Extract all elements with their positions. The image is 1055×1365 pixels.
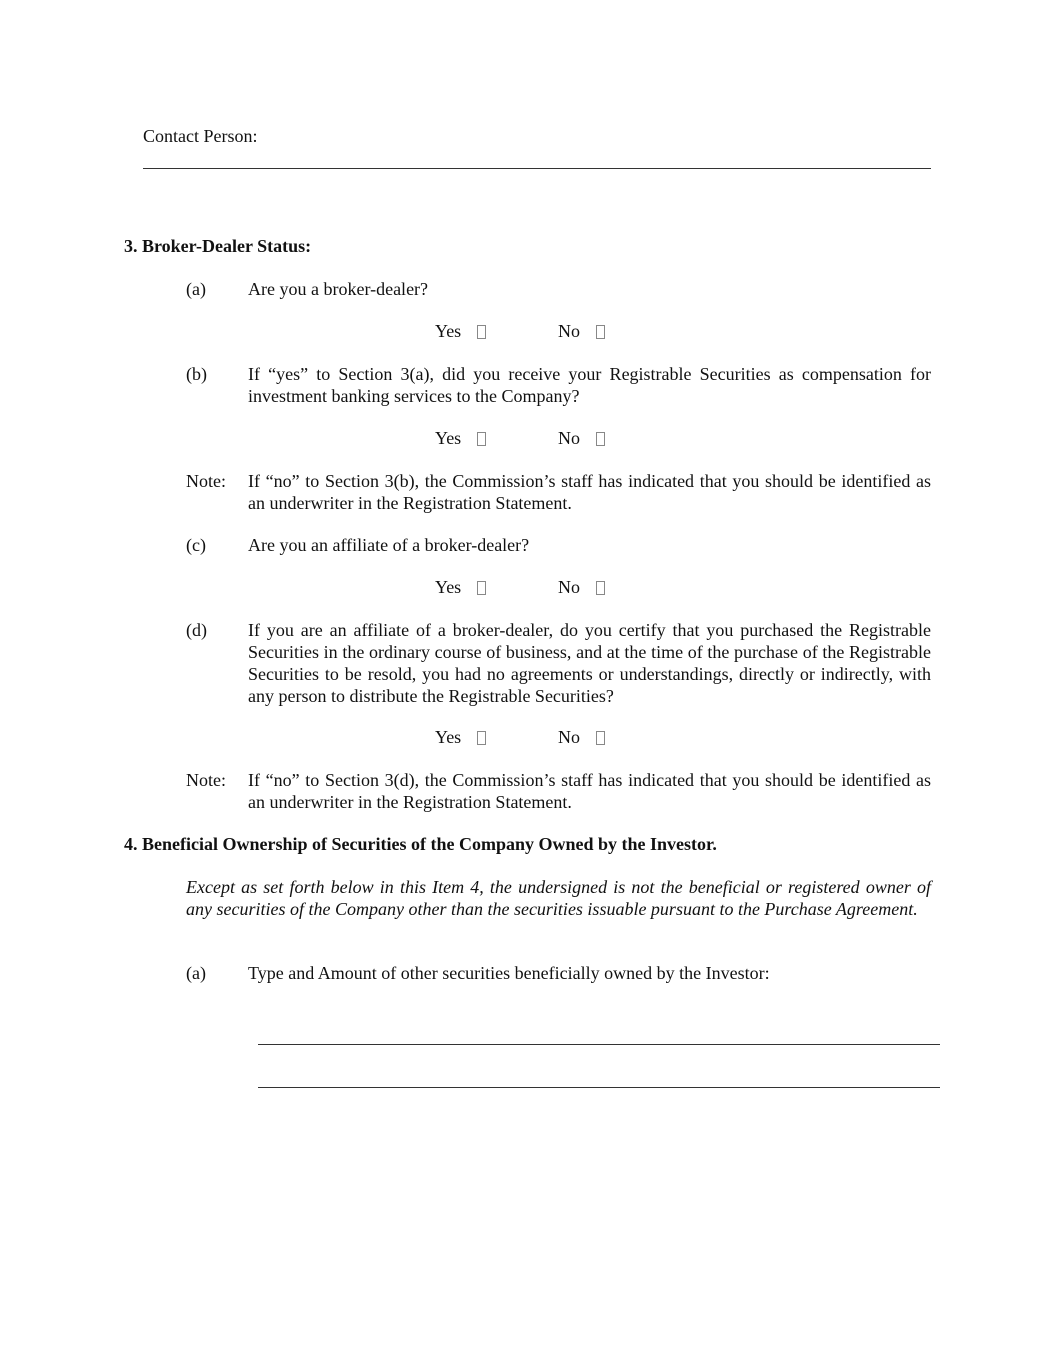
item-3c-text: Are you an affiliate of a broker-dealer? <box>248 535 530 555</box>
note-2-label: Note: <box>186 770 226 790</box>
note-2-text: If “no” to Section 3(d), the Commission’s staff has indicated that you should be identified as an underwriter in the Registration Statement. <box>248 770 931 812</box>
item-3a-label: (a) <box>186 279 206 299</box>
q3a-no-option[interactable] <box>558 320 605 342</box>
q3a-no-checkbox[interactable] <box>596 325 605 339</box>
securities-answer-line-1[interactable] <box>258 1044 940 1045</box>
securities-answer-line-2[interactable] <box>258 1087 940 1088</box>
yes-label: Yes <box>435 727 462 747</box>
item-3b-text: If “yes” to Section 3(a), did you receive your Registrable Securities as compensation for investment banking services to the Company? <box>248 364 931 406</box>
q3d-no-option[interactable] <box>558 726 605 748</box>
q3d-yes-checkbox[interactable] <box>477 731 486 745</box>
item-3b-label: (b) <box>186 364 207 384</box>
q3b-yes-option[interactable] <box>435 427 486 449</box>
no-label: No <box>558 428 580 448</box>
item-3d-label: (d) <box>186 620 207 640</box>
no-label: No <box>558 727 580 747</box>
q3c-yes-checkbox[interactable] <box>477 581 486 595</box>
q3d-yes-option[interactable] <box>435 726 486 748</box>
q3b-yes-checkbox[interactable] <box>477 432 486 446</box>
item-4a-label: (a) <box>186 963 206 983</box>
q3b-no-option[interactable] <box>558 427 605 449</box>
q3b-no-checkbox[interactable] <box>596 432 605 446</box>
q3d-no-checkbox[interactable] <box>596 731 605 745</box>
q3c-yes-option[interactable] <box>435 576 486 598</box>
yes-label: Yes <box>435 321 462 341</box>
item-3d-text: If you are an affiliate of a broker-dealer, do you certify that you purchased the Registrable Securities in the ordinary course of business, and at the time of the purchase of the Registrable Securities to be resold, you had no agreements or understandings, directly or indirectly, with any person to distribute the Registrable Securities? <box>248 620 931 706</box>
q3c-no-checkbox[interactable] <box>596 581 605 595</box>
section-4-intro: Except as set forth below in this Item 4, the undersigned is not the beneficial or registered owner of any securities of the Company other than the securities issuable pursuant to the Purchase Agreement. <box>186 877 931 919</box>
yes-label: Yes <box>435 577 462 597</box>
no-label: No <box>558 321 580 341</box>
section-3-heading: 3. Broker-Dealer Status: <box>124 236 312 256</box>
contact-person-field[interactable] <box>143 168 931 169</box>
note-1-text: If “no” to Section 3(b), the Commission’s staff has indicated that you should be identified as an underwriter in the Registration Statement. <box>248 471 931 513</box>
section-4-heading: 4. Beneficial Ownership of Securities of the Company Owned by the Investor. <box>124 834 717 854</box>
q3a-yes-checkbox[interactable] <box>477 325 486 339</box>
item-4a-text: Type and Amount of other securities beneficially owned by the Investor: <box>248 963 770 983</box>
yes-label: Yes <box>435 428 462 448</box>
contact-person-label: Contact Person: <box>143 126 258 146</box>
q3c-no-option[interactable] <box>558 576 605 598</box>
item-3c-label: (c) <box>186 535 206 555</box>
q3a-yes-option[interactable] <box>435 320 486 342</box>
note-1-label: Note: <box>186 471 226 491</box>
item-3a-text: Are you a broker-dealer? <box>248 279 429 299</box>
no-label: No <box>558 577 580 597</box>
